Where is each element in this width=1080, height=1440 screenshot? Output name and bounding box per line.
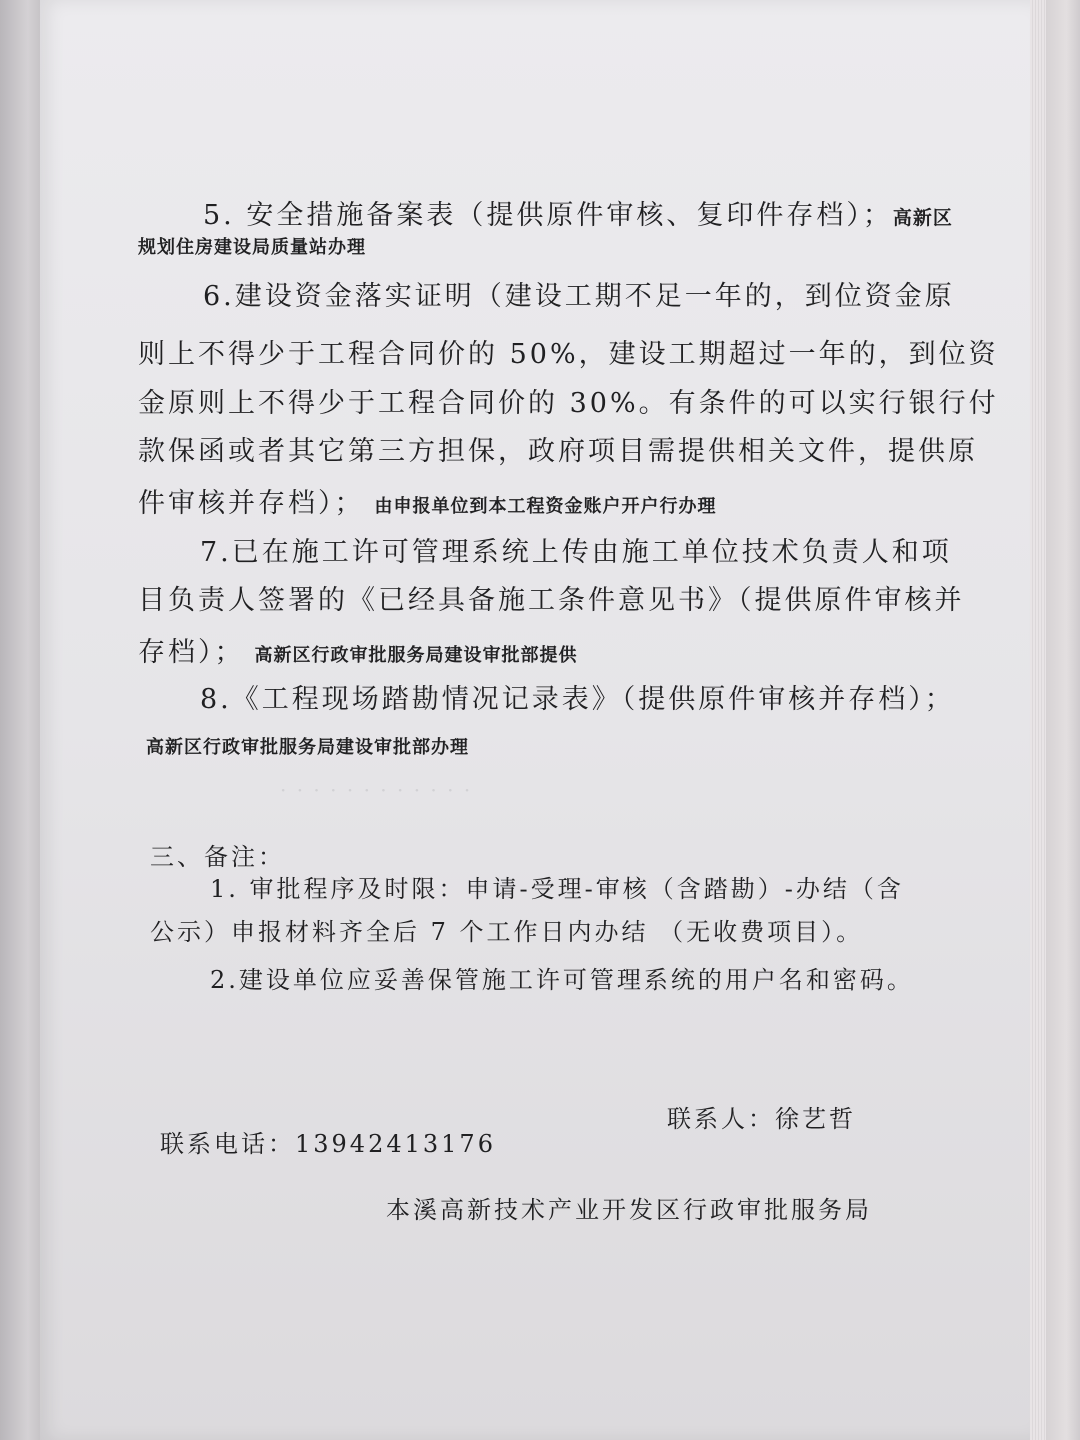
item7-line-2: 目负责人签署的《已经具备施工条件意见书》（提供原件审核并	[138, 585, 965, 616]
contact-phone: 联系电话：13942413176	[160, 1130, 496, 1158]
item7-last: 存档）；	[138, 637, 245, 668]
item5-main: 5. 安全措施备案表（提供原件审核、复印件存档）；	[203, 200, 893, 231]
item7-line-1: 7.已在施工许可管理系统上传由施工单位技术负责人和项	[200, 537, 952, 568]
item5-office-a: 高新区	[892, 207, 953, 229]
item6-line-1: 6.建设资金落实证明（建设工期不足一年的，到位资金原	[203, 281, 955, 312]
background-left	[0, 0, 40, 1440]
item6-last: 件审核并存档）；	[138, 488, 365, 519]
item7-office: 高新区行政审批服务局建设审批部提供	[254, 645, 578, 666]
item6-line-3: 金原则上不得少于工程合同价的 30%。有条件的可以实行银行付	[138, 388, 999, 419]
item6-line-2: 则上不得少于工程合同价的 50%，建设工期超过一年的，到位资	[138, 339, 999, 370]
item5-office-b: 规划住房建设局质量站办理	[138, 237, 366, 258]
background-right	[1046, 0, 1080, 1440]
note1-line-1: 1. 审批程序及时限：申请-受理-审核（含踏勘）-办结（含	[210, 875, 904, 903]
notes-heading: 三、备注：	[150, 843, 285, 871]
issuer-name: 本溪高新技术产业开发区行政审批服务局	[386, 1196, 872, 1224]
item8-office: 高新区行政审批服务局建设审批部办理	[146, 737, 469, 758]
bleed-through-mark: · · · · · · · · · · · ·	[280, 778, 473, 802]
contact-person: 联系人：徐艺哲	[667, 1105, 856, 1133]
item6-line-5	[138, 481, 717, 520]
note2-text: 2.建设单位应妥善保管施工许可管理系统的用户名和密码。	[210, 966, 914, 994]
item5-text	[203, 193, 953, 232]
item7-line-3	[138, 630, 578, 669]
item6-office: 由申报单位到本工程资金账户开户行办理	[374, 496, 717, 517]
note1-line-2: 公示）申报材料齐全后 7 个工作日内办结 （无收费项目）。	[150, 918, 864, 946]
item8-main: 8.《工程现场踏勘情况记录表》（提供原件审核并存档）；	[200, 684, 955, 715]
item6-line-4: 款保函或者其它第三方担保，政府项目需提供相关文件，提供原	[138, 436, 978, 467]
page-edge-stack	[1030, 0, 1046, 1440]
